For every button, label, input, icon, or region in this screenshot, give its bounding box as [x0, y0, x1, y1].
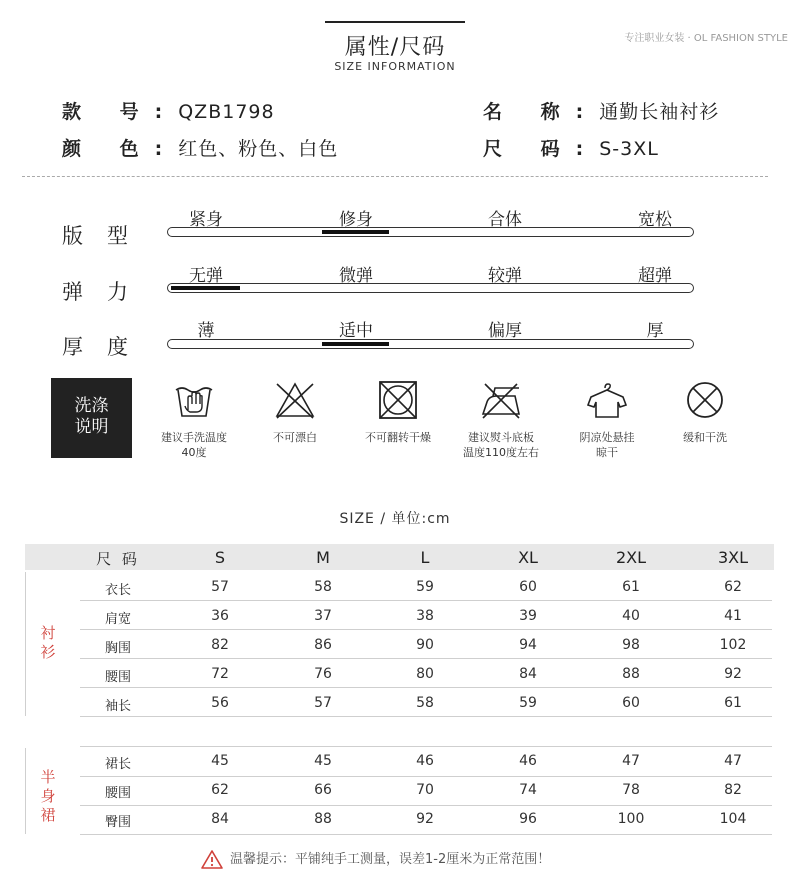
dashed-divider: [22, 176, 768, 177]
size-header-3xl: 3XL: [717, 548, 749, 567]
table-cell: 47: [724, 753, 742, 769]
shirt-group-line: [25, 572, 26, 716]
care-hang-dry: [552, 380, 662, 460]
table-cell: 90: [416, 637, 434, 653]
product-name-value: 通勤长袖衬衫: [599, 101, 720, 123]
elasticity-scale-bar: [167, 283, 694, 293]
product-sizes: [483, 134, 659, 161]
brand-slogan: 专注职业女装 · OL FASHION STYLE: [624, 33, 788, 44]
care-iron-text-2: 温度110度左右: [463, 446, 539, 459]
row-divider: [80, 600, 772, 601]
warning-icon: [200, 849, 224, 870]
size-header-m: M: [316, 548, 330, 567]
fit-option-3: 合体: [488, 210, 522, 230]
table-cell: 84: [519, 666, 537, 682]
row-divider: [80, 716, 772, 717]
group-label-skirt: 半 身 裙: [40, 768, 56, 824]
table-cell: 62: [724, 579, 742, 595]
table-cell: 102: [719, 637, 747, 653]
table-cell: 88: [314, 811, 332, 827]
table-cell: 76: [314, 666, 332, 682]
care-hang-dry-text-1: 阴凉处悬挂: [579, 431, 635, 444]
thickness-scale-bar: [167, 339, 694, 349]
table-cell: 56: [211, 695, 229, 711]
table-cell: 82: [211, 637, 229, 653]
table-cell: 86: [314, 637, 332, 653]
table-cell: 36: [211, 608, 229, 624]
row-label: 袖长: [104, 699, 131, 714]
measurement-tip-text: 温馨提示：平铺纯手工测量，误差1-2厘米为正常范围！: [230, 852, 551, 867]
gentle-dry-clean-icon: [683, 380, 727, 420]
no-bleach-icon: [273, 380, 317, 420]
care-gentle-dry-clean: [650, 380, 760, 445]
fit-label: 版型: [62, 224, 152, 248]
table-cell: 74: [519, 782, 537, 798]
table-cell: 84: [211, 811, 229, 827]
product-colors: [62, 134, 338, 161]
row-divider: [80, 746, 772, 747]
thickness-label: 厚度: [62, 335, 152, 359]
elasticity-option-3: 较弹: [488, 266, 522, 286]
row-label: 腰围: [104, 670, 131, 685]
row-divider: [80, 776, 772, 777]
table-cell: 47: [622, 753, 640, 769]
elasticity-label: 弹力: [62, 280, 152, 304]
table-cell: 40: [622, 608, 640, 624]
row-label: 胸围: [104, 641, 131, 656]
thickness-option-4: 厚: [646, 321, 664, 341]
table-cell: 98: [622, 637, 640, 653]
table-cell: 58: [314, 579, 332, 595]
size-header-label: 尺 码: [96, 550, 140, 568]
table-cell: 45: [211, 753, 229, 769]
size-header-l: L: [420, 548, 430, 567]
care-hand-wash-text-2: 40度: [181, 446, 207, 459]
table-cell: 61: [622, 579, 640, 595]
table-cell: 41: [724, 608, 742, 624]
table-cell: 57: [211, 579, 229, 595]
product-colors-label: 颜 色:: [62, 138, 179, 160]
page-subtitle: SIZE INFORMATION: [334, 60, 456, 73]
row-divider: [80, 687, 772, 688]
table-cell: 82: [724, 782, 742, 798]
care-iron-text-1: 建议熨斗底板: [468, 431, 534, 444]
row-divider: [80, 805, 772, 806]
size-header-s: S: [214, 548, 226, 567]
care-hang-dry-text-2: 晾干: [596, 446, 618, 459]
thickness-option-3: 偏厚: [488, 321, 522, 341]
fit-selected-marker: [322, 230, 389, 234]
table-cell: 78: [622, 782, 640, 798]
hand-wash-icon: [172, 380, 216, 420]
row-label: 臀围: [104, 815, 131, 830]
table-cell: 62: [211, 782, 229, 798]
product-sizes-value: S-3XL: [599, 138, 659, 160]
table-cell: 96: [519, 811, 537, 827]
table-cell: 61: [724, 695, 742, 711]
table-cell: 59: [519, 695, 537, 711]
wash-instructions-title: [51, 378, 132, 458]
elasticity-option-1: 无弹: [189, 266, 223, 286]
table-cell: 57: [314, 695, 332, 711]
elasticity-selected-marker: [171, 286, 240, 290]
fit-option-4: 宽松: [638, 210, 672, 230]
care-iron: [446, 380, 556, 460]
table-cell: 37: [314, 608, 332, 624]
thickness-option-2: 适中: [339, 321, 373, 341]
elasticity-option-4: 超弹: [638, 266, 672, 286]
table-cell: 46: [416, 753, 434, 769]
table-cell: 72: [211, 666, 229, 682]
style-number: [62, 97, 275, 124]
table-cell: 60: [519, 579, 537, 595]
skirt-group-line: [25, 748, 26, 834]
fit-scale-bar: [167, 227, 694, 237]
care-hand-wash-text-1: 建议手洗温度: [161, 431, 227, 444]
care-no-bleach-text: 不可漂白: [273, 431, 317, 444]
table-cell: 60: [622, 695, 640, 711]
table-cell: 58: [416, 695, 434, 711]
iron-icon: [479, 380, 523, 420]
row-divider: [80, 658, 772, 659]
row-divider: [80, 834, 772, 835]
table-cell: 46: [519, 753, 537, 769]
group-label-shirt: 衬 衫: [40, 624, 56, 661]
row-label: 衣长: [104, 583, 131, 598]
table-cell: 59: [416, 579, 434, 595]
row-label: 腰围: [104, 786, 131, 801]
measurement-tip: [200, 848, 550, 870]
table-cell: 88: [622, 666, 640, 682]
row-label: 裙长: [104, 757, 131, 772]
row-divider: [80, 629, 772, 630]
product-colors-value: 红色、粉色、白色: [178, 138, 339, 160]
fit-option-1: 紧身: [189, 210, 223, 230]
table-cell: 38: [416, 608, 434, 624]
size-header-2xl: 2XL: [615, 548, 647, 567]
no-tumble-dry-icon: [376, 380, 420, 420]
table-cell: 92: [416, 811, 434, 827]
table-cell: 45: [314, 753, 332, 769]
wash-title-line-2: 说明: [74, 417, 109, 437]
care-no-tumble-dry-text: 不可翻转干燥: [365, 431, 431, 444]
thickness-option-1: 薄: [197, 321, 215, 341]
table-cell: 70: [416, 782, 434, 798]
table-cell: 39: [519, 608, 537, 624]
care-no-tumble-dry: [343, 380, 453, 445]
product-name-label: 名 称:: [483, 101, 600, 123]
table-cell: 66: [314, 782, 332, 798]
table-cell: 104: [719, 811, 747, 827]
elasticity-option-2: 微弹: [339, 266, 373, 286]
table-cell: 100: [617, 811, 645, 827]
care-gentle-dry-clean-text: 缓和干洗: [683, 431, 727, 444]
table-cell: 94: [519, 637, 537, 653]
page-title: 属性/尺码: [344, 35, 446, 60]
wash-title-line-1: 洗涤: [74, 396, 109, 416]
style-number-label: 款 号:: [62, 101, 179, 123]
header-rule: [325, 21, 465, 23]
table-cell: 92: [724, 666, 742, 682]
care-no-bleach: [240, 380, 350, 445]
table-cell: 80: [416, 666, 434, 682]
size-table-title: SIZE / 单位:cm: [339, 511, 451, 527]
thickness-selected-marker: [322, 342, 389, 346]
style-number-value: QZB1798: [178, 101, 275, 123]
hang-dry-icon: [585, 380, 629, 420]
fit-option-2: 修身: [339, 210, 373, 230]
row-label: 肩宽: [104, 612, 131, 627]
size-header-xl: XL: [518, 548, 538, 567]
care-hand-wash: [139, 380, 249, 460]
product-sizes-label: 尺 码:: [483, 138, 600, 160]
product-name: [483, 97, 719, 124]
